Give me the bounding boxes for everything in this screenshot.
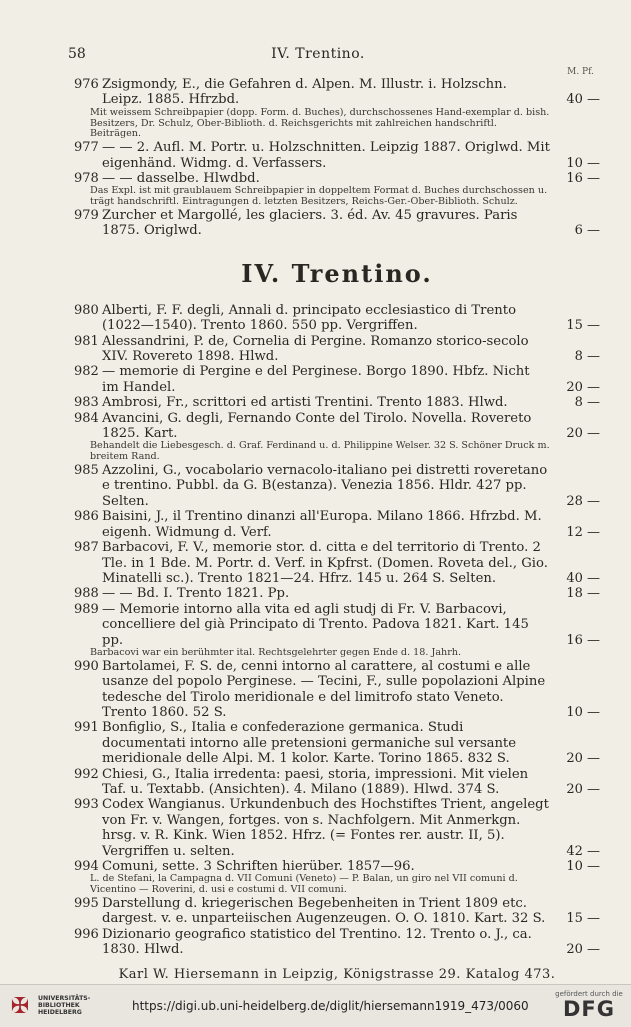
entry-note: Das Expl. ist mit graublauem Schreibpapier in doppeltem Format d. Buches durchschossen u. trägt handschriftl. Eintragungen d. letzten Besitzers, Reichs-Ger.-Ober-Biblioth. Schulz. [90,185,548,208]
entry-number: 986 [74,509,99,525]
entry-price: 10 — [566,704,600,720]
catalog-footer: Karl W. Hiersemann in Leipzig, Königstrasse 29. Katalog 473. [118,966,556,982]
dfg-wordmark: DFG [562,997,615,1021]
catalog-entry [74,659,600,721]
entry-number: 977 [74,140,99,156]
catalog-entry [74,586,600,601]
entry-price: 6 — [574,223,600,239]
entry-number: 989 [74,601,99,617]
catalog-entry [74,720,600,766]
entry-text: Zurcher et Margollé, les glaciers. 3. éd. Av. 45 gravures. Paris 1875. Origlwd. [102,208,518,239]
entry-price: 16 — [566,632,600,648]
funded-by-label: gefördert durch die [555,990,623,998]
entry-note: Behandelt die Liebesgesch. d. Graf. Ferdinand u. d. Philippine Welser. 32 S. Schöner Druck m. breitem Rand. [90,440,550,463]
entry-price: 15 — [566,318,600,334]
catalog-entry [74,767,600,798]
entry-number: 996 [74,926,99,942]
ub-heidelberg-logo[interactable] [6,992,126,1022]
entry-text: Bartolamei, F. S. de, cenni intorno al carattere, al costumi e alle usanze del popolo Perginese. — Tecini, F., sulle popolazioni Alpine tedesche del Tirolo meridionale e del limitrofo stato Veneto. Trento 1860. 52 S. [102,658,546,720]
entry-number: 993 [74,797,99,813]
entry-number: 985 [74,463,99,479]
entry-text: — — 2. Aufl. M. Portr. u. Holzschnitten. Leipzig 1887. Origlwd. Mit eigenhänd. Widmg. d. Verfassers. [102,140,550,171]
catalog-entry [74,540,600,586]
catalog-entry [74,303,600,334]
catalog-entry [74,395,600,410]
catalog-entry [74,334,600,365]
catalog-content [74,77,600,982]
entry-price: 10 — [566,155,600,171]
entry-price: 18 — [566,586,600,602]
page-number: 58 [68,46,86,62]
entry-number: 990 [74,658,99,674]
entry-price: 20 — [566,426,600,442]
entry-price: 12 — [566,524,600,540]
entry-text: Alberti, F. F. degli, Annali d. principato ecclesiastico di Trento (1022—1540). Trento 1860. 550 pp. Vergriffen. [102,302,517,334]
catalog-entry [74,602,600,648]
entry-number: 994 [74,859,99,875]
running-title: IV. Trentino. [271,46,365,62]
logo-text: UNIVERSITÄTS- BIBLIOTHEK HEIDELBERG [38,995,91,1017]
entry-text: Barbacovi, F. V., memorie stor. d. citta e del territorio di Trento. 2 Tle. in 1 Bde. M. Portr. d. Verf. in Kpfrst. (Domen. Roveta del., Gio. Minatelli sc.). Trento 1821—24. Hfrz. 145 u. 264 S. Selten. [102,540,548,586]
catalog-entry [74,364,600,395]
entry-price: 20 — [566,782,600,797]
entry-number: 976 [74,77,99,92]
entry-price: 28 — [566,493,600,509]
entry-number: 981 [74,333,99,349]
entry-price: 15 — [566,911,600,927]
entry-price: 40 — [566,570,600,586]
entry-text: Chiesi, G., Italia irredenta: paesi, storia, impressioni. Mit vielen Taf. u. Textabb. (Ansichten). 4. Milano (1889). Hlwd. 374 S. [102,766,529,797]
page-header [68,46,568,64]
entry-text: Codex Wangianus. Urkundenbuch des Hochstiftes Trient, angelegt von Fr. v. Wangen, fortges. von s. Nachfolgern. Mit Anmerkgn. hrsg. v. R. Kink. Wien 1852. Hfrz. (= Fontes rer. austr. II, 5). Vergriffen u. selten. [102,797,549,859]
entry-text: Avancini, G. degli, Fernando Conte del Tirolo. Novella. Rovereto 1825. Kart. [102,410,532,442]
entry-text: — Memorie intorno alla vita ed agli studj di Fr. V. Barbacovi, concelliere del già Principato di Trento. Padova 1821. Kart. 145 pp. [102,601,529,648]
entry-price: 42 — [566,843,600,859]
entry-number: 992 [74,766,99,782]
entry-number: 980 [74,302,99,318]
entry-text: Ambrosi, Fr., scrittori ed artisti Trentini. Trento 1883. Hlwd. [102,395,508,411]
entry-text: Bonfiglio, S., Italia e confederazione germanica. Studi documentati intorno alle pretensioni germaniche sul versante meridionale delle Alpi. M. 1 kolor. Karte. Torino 1865. 832 S. [102,720,517,767]
entry-text: Zsigmondy, E., die Gefahren d. Alpen. M. Illustr. i. Holzschn. Leipz. 1885. Hfrzbd. [102,77,507,108]
entry-price: 10 — [566,859,600,875]
entry-number: 987 [74,540,99,556]
entry-price: 20 — [566,751,600,767]
entry-text: Darstellung d. kriegerischen Begebenheiten in Trient 1809 etc. dargest. v. e. unparteiischen Augenzeugen. O. O. 1810. Kart. 32 S. [102,896,546,927]
catalog-entry [74,411,600,442]
entry-price: 16 — [566,171,600,187]
entry-price: 20 — [566,379,600,395]
catalog-entry [74,463,600,509]
entry-list-trentino [74,303,600,958]
catalog-entry [74,171,600,186]
entry-note: Mit weissem Schreibpapier (dopp. Form. d. Buches), durchschossenes Hand-exemplar d. bish. Besitzers, Dr. Schulz, Ober-Biblioth. d. Reichsgerichts mit zahlreichen handschriftl. Beiträgen. [90,106,550,140]
entry-text: Azzolini, G., vocabolario vernacolo-italiano pei distretti roveretano e trentino. Pubbl. da G. B(estanza). Venezia 1856. Hldr. 427 pp. Selten. [102,463,548,509]
entry-number: 988 [74,586,99,602]
catalog-entry [74,77,600,108]
entry-price: 8 — [574,395,600,411]
catalog-entry [74,509,600,540]
catalog-entry [74,140,600,171]
catalog-entry [74,927,600,958]
entry-note: L. de Stefani, la Campagna d. VII Comuni (Veneto) — P. Balan, un giro nel VII comuni d. Vicentino — Roverini, d. usi e costumi d. VII comuni. [90,873,518,896]
entry-price: 40 — [566,92,600,108]
section-title: IV. Trentino. [241,258,433,288]
entry-number: 995 [74,896,99,912]
entry-text: — — dasselbe. Hlwdbd. [102,171,260,187]
entry-text: — — Bd. I. Trento 1821. Pp. [102,586,290,602]
entry-text: Dizionario geografico statistico del Trentino. 12. Trento o. J., ca. 1830. Hlwd. [102,926,532,958]
entry-note: Barbacovi war ein berühmter ital. Rechtsgelehrter gegen Ende d. 18. Jahrh. [90,646,462,658]
entry-number: 978 [74,171,99,187]
entry-text: Baisini, J., il Trentino dinanzi all'Europa. Milano 1866. Hfrzbd. M. eigenh. Widmung d. Verf. [102,509,542,540]
catalog-entry [74,208,600,239]
entry-text: — memorie di Pergine e del Perginese. Borgo 1890. Hbfz. Nicht im Handel. [102,364,530,395]
entry-price: 20 — [566,942,600,958]
entry-price: 8 — [574,349,600,365]
entry-number: 984 [74,410,99,426]
entry-text: Alessandrini, P. de, Cornelia di Pergine. Romanzo storico-secolo XIV. Rovereto 1898. Hlwd. [102,333,529,365]
entry-number: 982 [74,364,99,380]
viewer-footer-bar [0,984,631,1027]
entry-number: 991 [74,720,99,736]
catalog-entry [74,896,600,927]
catalog-entry [74,859,600,874]
library-seal-icon: ✠ [10,994,30,1019]
entry-number: 983 [74,395,99,411]
currency-header: M. Pf. [567,67,594,77]
dfg-logo[interactable] [553,990,625,1020]
page-url-link[interactable]: https://digi.ub.uni-heidelberg.de/diglit/hiersemann1919_473/0060 [132,999,529,1013]
entry-number: 979 [74,208,99,224]
catalog-entry [74,797,600,859]
entry-text: Comuni, sette. 3 Schriften hierüber. 1857—96. [102,859,415,875]
entry-list-top [74,77,600,239]
